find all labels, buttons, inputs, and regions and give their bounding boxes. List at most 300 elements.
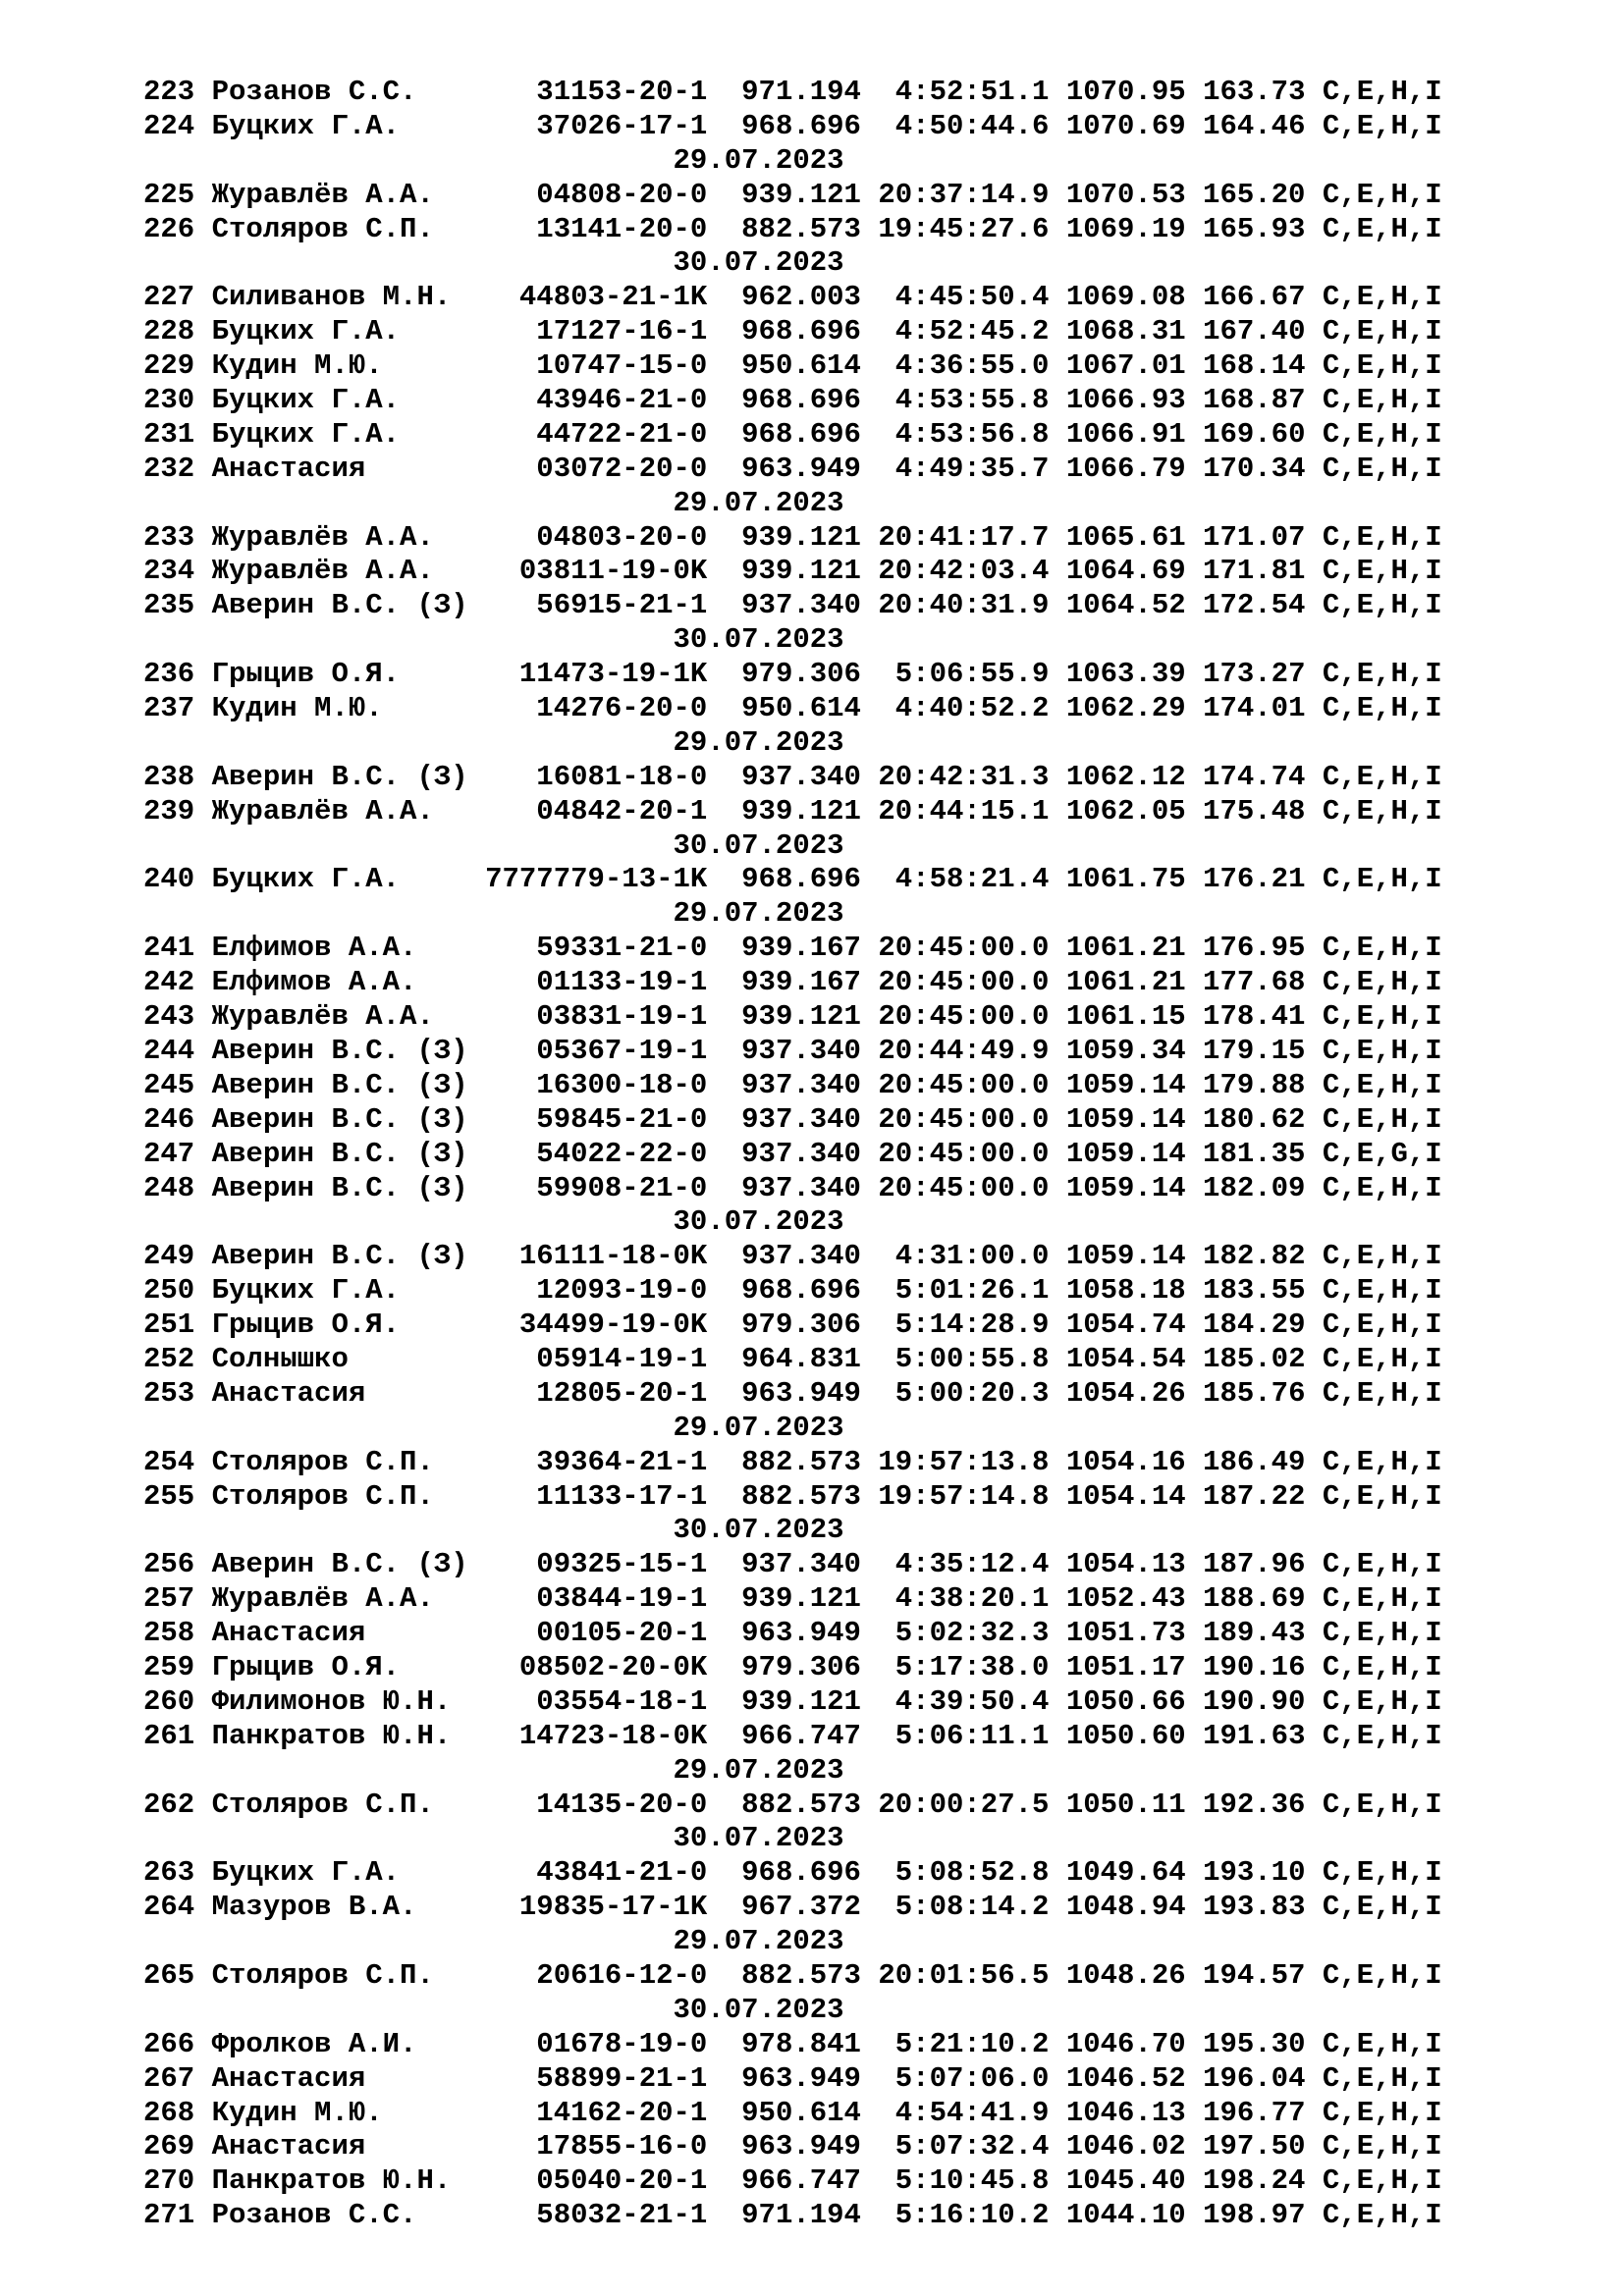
speed: 1058.18 <box>1065 1274 1186 1308</box>
table-row <box>143 1240 1442 1274</box>
arrival-time: 5:07:32.4 <box>894 2130 1050 2163</box>
row-number: 242 <box>143 966 195 999</box>
row-number: 256 <box>143 1548 195 1581</box>
row-number: 231 <box>143 417 195 451</box>
points: 173.27 <box>1203 658 1306 691</box>
speed: 1045.40 <box>1065 2164 1186 2198</box>
participant-name: Мазуров В.А. <box>211 1891 417 1924</box>
participant-name: Журавлёв А.А. <box>211 794 434 828</box>
speed: 1050.60 <box>1065 1719 1186 1752</box>
points: 171.07 <box>1203 520 1306 554</box>
distance: 966.747 <box>741 2164 861 2198</box>
table-row <box>143 418 1442 453</box>
category: C,E,H,I <box>1322 1171 1442 1204</box>
speed: 1046.70 <box>1065 2027 1186 2060</box>
points: 165.20 <box>1203 178 1306 211</box>
category: C,E,H,I <box>1322 1891 1442 1924</box>
speed: 1059.34 <box>1065 1034 1186 1067</box>
date-separator <box>143 487 1442 521</box>
distance: 937.340 <box>741 1068 861 1101</box>
speed: 1062.12 <box>1065 760 1186 793</box>
distance: 937.340 <box>741 1171 861 1204</box>
category: C,E,H,I <box>1322 2130 1442 2163</box>
arrival-time: 5:21:10.2 <box>894 2027 1050 2060</box>
category: C,E,H,I <box>1322 555 1442 588</box>
distance: 968.696 <box>741 1274 861 1308</box>
speed: 1066.91 <box>1065 417 1186 451</box>
participant-name: Журавлёв А.А. <box>211 555 434 588</box>
date-separator <box>143 1205 1442 1240</box>
table-row <box>143 1891 1442 1925</box>
category: C,E,H,I <box>1322 2061 1442 2095</box>
table-row <box>143 76 1442 110</box>
arrival-time: 4:52:45.2 <box>894 315 1050 348</box>
arrival-time: 5:08:52.8 <box>894 1856 1050 1890</box>
points: 169.60 <box>1203 417 1306 451</box>
date-separator <box>143 897 1442 932</box>
participant-name: Панкратов Ю.Н. <box>211 2164 452 2198</box>
row-number: 241 <box>143 932 195 965</box>
table-row <box>143 1000 1442 1035</box>
speed: 1051.73 <box>1065 1617 1186 1650</box>
ring-number: 20616-12-0 <box>536 1958 708 1992</box>
ring-number: 03811-19-0K <box>518 555 708 588</box>
arrival-time: 20:41:17.7 <box>878 520 1050 554</box>
distance: 882.573 <box>741 1445 861 1478</box>
speed: 1059.14 <box>1065 1171 1186 1204</box>
distance: 937.340 <box>741 1548 861 1581</box>
participant-name: Анастасия <box>211 1617 366 1650</box>
distance: 939.167 <box>741 966 861 999</box>
points: 198.97 <box>1203 2199 1306 2232</box>
distance: 939.121 <box>741 555 861 588</box>
category: C,E,H,I <box>1322 1274 1442 1308</box>
points: 180.62 <box>1203 1102 1306 1136</box>
participant-name: Аверин В.С. (З) <box>211 760 468 793</box>
date-separator <box>143 829 1442 864</box>
date-separator <box>143 1412 1442 1446</box>
distance: 979.306 <box>741 1650 861 1683</box>
category: C,E,H,I <box>1322 109 1442 142</box>
ring-number: 44722-21-0 <box>536 417 708 451</box>
speed: 1062.05 <box>1065 794 1186 828</box>
ring-number: 03844-19-1 <box>536 1582 708 1616</box>
row-number: 253 <box>143 1376 195 1410</box>
points: 185.02 <box>1203 1342 1306 1375</box>
row-number: 263 <box>143 1856 195 1890</box>
row-number: 268 <box>143 2096 195 2129</box>
participant-name: Панкратов Ю.Н. <box>211 1719 452 1752</box>
participant-name: Солнышко <box>211 1342 349 1375</box>
speed: 1059.14 <box>1065 1137 1186 1170</box>
ring-number: 00105-20-1 <box>536 1617 708 1650</box>
category: C,E,H,I <box>1322 1719 1442 1752</box>
category: C,E,H,I <box>1322 932 1442 965</box>
category: C,E,H,I <box>1322 384 1442 417</box>
participant-name: Розанов С.С. <box>211 76 417 108</box>
participant-name: Столяров С.П. <box>211 1788 434 1821</box>
table-row <box>143 1446 1442 1480</box>
participant-name: Розанов С.С. <box>211 2199 417 2232</box>
row-number: 270 <box>143 2164 195 2198</box>
table-row <box>143 1480 1442 1515</box>
distance: 964.831 <box>741 1342 861 1375</box>
ring-number: 05367-19-1 <box>536 1034 708 1067</box>
ring-number: 13141-20-0 <box>536 212 708 245</box>
row-number: 226 <box>143 212 195 245</box>
row-number: 271 <box>143 2199 195 2232</box>
table-row <box>143 2130 1442 2164</box>
row-number: 260 <box>143 1684 195 1718</box>
speed: 1061.15 <box>1065 1000 1186 1034</box>
speed: 1063.39 <box>1065 658 1186 691</box>
points: 170.34 <box>1203 452 1306 485</box>
table-row <box>143 213 1442 247</box>
row-number: 230 <box>143 384 195 417</box>
arrival-time: 5:14:28.9 <box>894 1308 1050 1342</box>
table-row <box>143 179 1442 213</box>
table-row <box>143 1274 1442 1308</box>
category: C,E,H,I <box>1322 2027 1442 2060</box>
participant-name: Столяров С.П. <box>211 1479 434 1513</box>
participant-name: Аверин В.С. (З) <box>211 1240 468 1273</box>
table-row <box>143 1343 1442 1377</box>
row-number: 237 <box>143 692 195 725</box>
participant-name: Елфимов А.А. <box>211 966 417 999</box>
points: 186.49 <box>1203 1445 1306 1478</box>
distance: 882.573 <box>741 1958 861 1992</box>
table-row <box>143 589 1442 623</box>
speed: 1054.13 <box>1065 1548 1186 1581</box>
category: C,E,H,I <box>1322 692 1442 725</box>
points: 177.68 <box>1203 966 1306 999</box>
row-number: 259 <box>143 1650 195 1683</box>
speed: 1049.64 <box>1065 1856 1186 1890</box>
ring-number: 11473-19-1K <box>518 658 708 691</box>
table-row <box>143 453 1442 487</box>
speed: 1064.69 <box>1065 555 1186 588</box>
points: 167.40 <box>1203 315 1306 348</box>
category: C,E,H,I <box>1322 2164 1442 2198</box>
table-row <box>143 1617 1442 1651</box>
participant-name: Буцких Г.А. <box>211 109 401 142</box>
table-row <box>143 932 1442 966</box>
speed: 1052.43 <box>1065 1582 1186 1616</box>
points: 165.93 <box>1203 212 1306 245</box>
arrival-time: 20:45:00.0 <box>878 1068 1050 1101</box>
category: C,E,H,I <box>1322 2096 1442 2129</box>
points: 179.15 <box>1203 1034 1306 1067</box>
speed: 1064.52 <box>1065 589 1186 622</box>
ring-number: 16081-18-0 <box>536 760 708 793</box>
participant-name: Аверин В.С. (З) <box>211 1137 468 1170</box>
speed: 1062.29 <box>1065 692 1186 725</box>
ring-number: 10747-15-0 <box>536 349 708 383</box>
ring-number: 08502-20-0K <box>518 1650 708 1683</box>
table-row <box>143 1103 1442 1138</box>
category: C,E,H,I <box>1322 1240 1442 1273</box>
table-row <box>143 2062 1442 2097</box>
row-number: 224 <box>143 109 195 142</box>
distance: 963.949 <box>741 2061 861 2095</box>
category: C,E,H,I <box>1322 1788 1442 1821</box>
ring-number: 14723-18-0K <box>518 1719 708 1752</box>
row-number: 223 <box>143 76 195 108</box>
row-number: 255 <box>143 1479 195 1513</box>
table-row <box>143 315 1442 349</box>
date-separator <box>143 1754 1442 1789</box>
points: 192.36 <box>1203 1788 1306 1821</box>
participant-name: Буцких Г.А. <box>211 384 401 417</box>
points: 191.63 <box>1203 1719 1306 1752</box>
ring-number: 16300-18-0 <box>536 1068 708 1101</box>
table-row <box>143 863 1442 897</box>
points: 176.95 <box>1203 932 1306 965</box>
row-number: 248 <box>143 1171 195 1204</box>
points: 174.01 <box>1203 692 1306 725</box>
participant-name: Аверин В.С. (З) <box>211 1034 468 1067</box>
category: C,E,H,I <box>1322 315 1442 348</box>
distance: 971.194 <box>741 2199 861 2232</box>
row-number: 254 <box>143 1445 195 1478</box>
row-number: 261 <box>143 1719 195 1752</box>
table-row <box>143 384 1442 418</box>
results-table <box>143 76 1442 2233</box>
participant-name: Журавлёв А.А. <box>211 1000 434 1034</box>
row-number: 239 <box>143 794 195 828</box>
distance: 950.614 <box>741 2096 861 2129</box>
distance: 882.573 <box>741 1788 861 1821</box>
arrival-time: 20:40:31.9 <box>878 589 1050 622</box>
table-row <box>143 1685 1442 1720</box>
speed: 1059.14 <box>1065 1102 1186 1136</box>
distance: 979.306 <box>741 658 861 691</box>
distance: 963.949 <box>741 1376 861 1410</box>
arrival-time: 19:45:27.6 <box>878 212 1050 245</box>
ring-number: 58032-21-1 <box>536 2199 708 2232</box>
row-number: 247 <box>143 1137 195 1170</box>
arrival-time: 4:40:52.2 <box>894 692 1050 725</box>
arrival-time: 4:45:50.4 <box>894 281 1050 314</box>
category: C,E,H,I <box>1322 1617 1442 1650</box>
row-number: 265 <box>143 1958 195 1992</box>
date-label: 29.07.2023 <box>673 725 844 759</box>
arrival-time: 20:01:56.5 <box>878 1958 1050 1992</box>
date-separator <box>143 726 1442 761</box>
arrival-time: 20:44:15.1 <box>878 794 1050 828</box>
ring-number: 39364-21-1 <box>536 1445 708 1478</box>
speed: 1059.14 <box>1065 1068 1186 1101</box>
arrival-time: 5:06:55.9 <box>894 658 1050 691</box>
speed: 1068.31 <box>1065 315 1186 348</box>
table-row <box>143 2199 1442 2233</box>
arrival-time: 5:01:26.1 <box>894 1274 1050 1308</box>
category: C,E,H,I <box>1322 417 1442 451</box>
table-row <box>143 1959 1442 1994</box>
table-row <box>143 1138 1442 1172</box>
speed: 1054.14 <box>1065 1479 1186 1513</box>
table-row <box>143 1377 1442 1412</box>
speed: 1066.93 <box>1065 384 1186 417</box>
table-row <box>143 1035 1442 1069</box>
ring-number: 43946-21-0 <box>536 384 708 417</box>
speed: 1061.21 <box>1065 932 1186 965</box>
arrival-time: 4:53:56.8 <box>894 417 1050 451</box>
ring-number: 54022-22-0 <box>536 1137 708 1170</box>
participant-name: Анастасия <box>211 1376 366 1410</box>
category: C,E,H,I <box>1322 863 1442 896</box>
table-row <box>143 1308 1442 1343</box>
points: 179.88 <box>1203 1068 1306 1101</box>
points: 182.82 <box>1203 1240 1306 1273</box>
date-label: 29.07.2023 <box>673 486 844 519</box>
ring-number: 12093-19-0 <box>536 1274 708 1308</box>
category: C,E,H,I <box>1322 1650 1442 1683</box>
row-number: 251 <box>143 1308 195 1342</box>
table-row <box>143 2164 1442 2199</box>
ring-number: 03831-19-1 <box>536 1000 708 1034</box>
category: C,E,H,I <box>1322 178 1442 211</box>
row-number: 235 <box>143 589 195 622</box>
row-number: 244 <box>143 1034 195 1067</box>
distance: 882.573 <box>741 212 861 245</box>
ring-number: 59845-21-0 <box>536 1102 708 1136</box>
date-label: 30.07.2023 <box>673 623 844 657</box>
category: C,E,H,I <box>1322 1856 1442 1890</box>
date-label: 30.07.2023 <box>673 1514 844 1547</box>
points: 176.21 <box>1203 863 1306 896</box>
points: 184.29 <box>1203 1308 1306 1342</box>
participant-name: Буцких Г.А. <box>211 417 401 451</box>
arrival-time: 4:53:55.8 <box>894 384 1050 417</box>
arrival-time: 4:52:51.1 <box>894 76 1050 108</box>
category: C,E,H,I <box>1322 1102 1442 1136</box>
speed: 1069.08 <box>1065 281 1186 314</box>
row-number: 229 <box>143 349 195 383</box>
points: 168.87 <box>1203 384 1306 417</box>
speed: 1065.61 <box>1065 520 1186 554</box>
participant-name: Буцких Г.А. <box>211 1856 401 1890</box>
participant-name: Буцких Г.А. <box>211 863 401 896</box>
ring-number: 56915-21-1 <box>536 589 708 622</box>
category: C,E,H,I <box>1322 1000 1442 1034</box>
participant-name: Филимонов Ю.Н. <box>211 1684 452 1718</box>
row-number: 269 <box>143 2130 195 2163</box>
arrival-time: 20:00:27.5 <box>878 1788 1050 1821</box>
table-row <box>143 1789 1442 1823</box>
points: 181.35 <box>1203 1137 1306 1170</box>
points: 196.77 <box>1203 2096 1306 2129</box>
points: 185.76 <box>1203 1376 1306 1410</box>
table-row <box>143 1172 1442 1206</box>
ring-number: 03554-18-1 <box>536 1684 708 1718</box>
points: 195.30 <box>1203 2027 1306 2060</box>
distance: 962.003 <box>741 281 861 314</box>
arrival-time: 5:08:14.2 <box>894 1891 1050 1924</box>
distance: 968.696 <box>741 417 861 451</box>
arrival-time: 20:45:00.0 <box>878 1171 1050 1204</box>
distance: 939.121 <box>741 178 861 211</box>
participant-name: Журавлёв А.А. <box>211 178 434 211</box>
date-separator <box>143 1514 1442 1548</box>
participant-name: Фролков А.И. <box>211 2027 417 2060</box>
arrival-time: 4:35:12.4 <box>894 1548 1050 1581</box>
points: 171.81 <box>1203 555 1306 588</box>
points: 190.16 <box>1203 1650 1306 1683</box>
row-number: 233 <box>143 520 195 554</box>
ring-number: 43841-21-0 <box>536 1856 708 1890</box>
date-label: 29.07.2023 <box>673 143 844 177</box>
category: C,E,H,I <box>1322 212 1442 245</box>
arrival-time: 19:57:13.8 <box>878 1445 1050 1478</box>
points: 166.67 <box>1203 281 1306 314</box>
ring-number: 01678-19-0 <box>536 2027 708 2060</box>
ring-number: 11133-17-1 <box>536 1479 708 1513</box>
participant-name: Анастасия <box>211 2130 366 2163</box>
speed: 1069.19 <box>1065 212 1186 245</box>
category: C,E,H,I <box>1322 452 1442 485</box>
row-number: 234 <box>143 555 195 588</box>
row-number: 236 <box>143 658 195 691</box>
points: 164.46 <box>1203 109 1306 142</box>
speed: 1061.75 <box>1065 863 1186 896</box>
points: 189.43 <box>1203 1617 1306 1650</box>
table-row <box>143 1720 1442 1754</box>
distance: 978.841 <box>741 2027 861 2060</box>
arrival-time: 20:45:00.0 <box>878 966 1050 999</box>
speed: 1054.74 <box>1065 1308 1186 1342</box>
distance: 963.949 <box>741 2130 861 2163</box>
row-number: 262 <box>143 1788 195 1821</box>
speed: 1070.69 <box>1065 109 1186 142</box>
row-number: 225 <box>143 178 195 211</box>
points: 187.22 <box>1203 1479 1306 1513</box>
ring-number: 17855-16-0 <box>536 2130 708 2163</box>
speed: 1067.01 <box>1065 349 1186 383</box>
points: 172.54 <box>1203 589 1306 622</box>
row-number: 227 <box>143 281 195 314</box>
category: C,E,H,I <box>1322 1479 1442 1513</box>
speed: 1048.26 <box>1065 1958 1186 1992</box>
ring-number: 16111-18-0K <box>518 1240 708 1273</box>
participant-name: Буцких Г.А. <box>211 315 401 348</box>
points: 194.57 <box>1203 1958 1306 1992</box>
row-number: 258 <box>143 1617 195 1650</box>
distance: 939.121 <box>741 1582 861 1616</box>
row-number: 232 <box>143 452 195 485</box>
speed: 1046.02 <box>1065 2130 1186 2163</box>
table-row <box>143 1548 1442 1582</box>
arrival-time: 5:00:55.8 <box>894 1342 1050 1375</box>
points: 196.04 <box>1203 2061 1306 2095</box>
distance: 950.614 <box>741 349 861 383</box>
points: 183.55 <box>1203 1274 1306 1308</box>
row-number: 246 <box>143 1102 195 1136</box>
category: C,E,H,I <box>1322 1548 1442 1581</box>
participant-name: Столяров С.П. <box>211 1958 434 1992</box>
arrival-time: 5:00:20.3 <box>894 1376 1050 1410</box>
distance: 963.949 <box>741 1617 861 1650</box>
ring-number: 7777779-13-1K <box>485 863 708 896</box>
participant-name: Аверин В.С. (З) <box>211 1102 468 1136</box>
table-row <box>143 1582 1442 1617</box>
arrival-time: 20:45:00.0 <box>878 1102 1050 1136</box>
participant-name: Кудин М.Ю. <box>211 349 383 383</box>
row-number: 240 <box>143 863 195 896</box>
distance: 937.340 <box>741 760 861 793</box>
date-label: 30.07.2023 <box>673 1993 844 2026</box>
speed: 1054.26 <box>1065 1376 1186 1410</box>
